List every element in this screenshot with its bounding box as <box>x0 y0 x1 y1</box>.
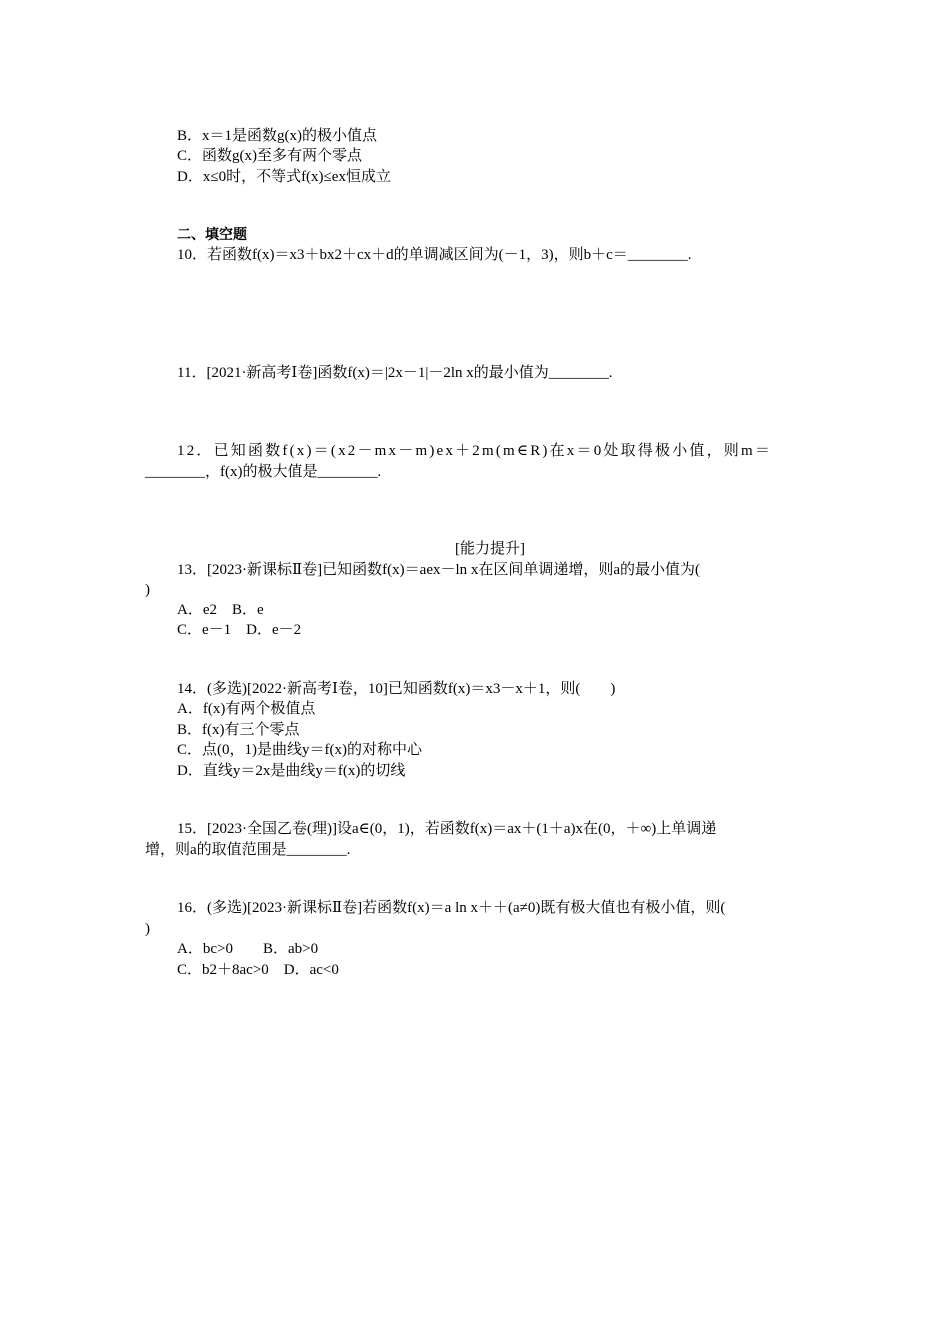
question-13-stem-end: ) <box>145 582 150 598</box>
question-10: 10．若函数f(x)＝x3＋bx2＋cx＋d的单调减区间为(－1，3)，则b＋c＝________. <box>177 247 692 263</box>
q9-option-b: B．x＝1是函数g(x)的极小值点 <box>177 128 377 144</box>
section-fill-in-title: 二、填空题 <box>177 227 247 243</box>
question-15-line1: 15．[2023·全国乙卷(理)]设a∈(0，1)，若函数f(x)＝ax＋(1＋a)x在(0，＋∞)上单调递 <box>177 821 717 837</box>
question-16-options-cd: C．b2＋8ac>0 D．ac<0 <box>177 962 339 978</box>
question-13-options-ab: A．e2 B．e <box>177 602 264 618</box>
q9-option-c: C．函数g(x)至多有两个零点 <box>177 148 362 164</box>
q9-option-d: D．x≤0时，不等式f(x)≤ex恒成立 <box>177 169 391 185</box>
question-16-stem: 16．(多选)[2023·新课标Ⅱ卷]若函数f(x)＝a ln x＋＋(a≠0)既有极大值也有极小值，则( <box>177 900 726 916</box>
question-13-options-cd: C．e－1 D．e－2 <box>177 622 302 638</box>
question-16-options-ab: A．bc>0 B．ab>0 <box>177 941 319 957</box>
question-14-option-d: D．直线y＝2x是曲线y＝f(x)的切线 <box>177 763 406 779</box>
question-15-line2: 增，则a的取值范围是________. <box>145 842 351 858</box>
question-14-option-b: B．f(x)有三个零点 <box>177 722 300 738</box>
question-13-stem: 13．[2023·新课标Ⅱ卷]已知函数f(x)＝aex－ln x在区间单调递增，则a的最小值为( <box>177 562 701 578</box>
question-14-option-a: A．f(x)有两个极值点 <box>177 701 316 717</box>
question-14-stem: 14．(多选)[2022·新高考Ⅰ卷，10]已知函数f(x)＝x3－x＋1，则( ) <box>177 681 616 697</box>
question-12-line1: 12．已知函数f(x)＝(x2－mx－m)ex＋2m(m∈R)在x＝0处取得极小值，则m＝ <box>177 443 773 459</box>
question-11: 11．[2021·新高考Ⅰ卷]函数f(x)＝|2x－1|－2ln x的最小值为________. <box>177 365 613 381</box>
question-16-stem-end: ) <box>145 921 150 937</box>
question-14-option-c: C．点(0，1)是曲线y＝f(x)的对称中心 <box>177 742 422 758</box>
question-12-line2: ________，f(x)的极大值是________. <box>145 464 382 480</box>
section-ability-title: [能力提升] <box>455 541 525 557</box>
